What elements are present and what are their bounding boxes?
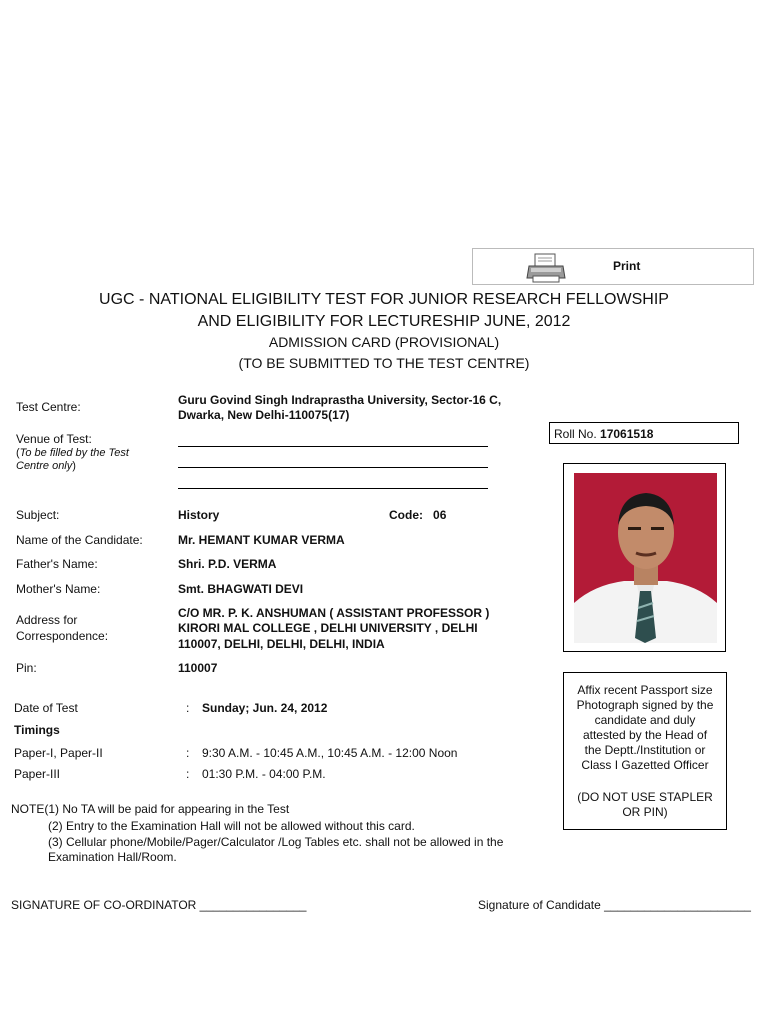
test-centre-label: Test Centre: [16,400,81,414]
paper3-colon: : [186,767,190,781]
venue-line-1 [178,446,488,447]
page-title-line1: UGC - NATIONAL ELIGIBILITY TEST FOR JUNIOR RESEARCH FELLOWSHIP [99,291,669,308]
print-label: Print [613,259,641,273]
submission-note-heading: (TO BE SUBMITTED TO THE TEST CENTRE) [238,355,530,371]
affix-line: OR PIN) [622,805,668,819]
subject-code: Code: 06 [389,508,447,522]
candidate-photo [574,473,717,643]
candidate-signature: Signature of Candidate ______________________ [478,898,751,912]
timings-label: Timings [14,723,60,737]
affix-line: Class I Gazetted Officer [581,758,709,772]
address-value-line1: C/O MR. P. K. ANSHUMAN ( ASSISTANT PROFESSOR ) [178,606,490,620]
coordinator-signature: SIGNATURE OF CO-ORDINATOR ________________ [11,898,307,912]
test-centre-value-line1: Guru Govind Singh Indraprastha University, Sector-16 C, [178,393,502,407]
address-value-line3: 110007, DELHI, DELHI, DELHI, INDIA [178,637,385,651]
address-label-line2: Correspondence: [16,629,109,643]
affix-line: (DO NOT USE STAPLER [577,790,713,804]
date-colon: : [186,701,190,715]
father-name-value: Shri. P.D. VERMA [178,557,277,571]
note-3-continued: Examination Hall/Room. [48,850,177,864]
mother-name-value: Smt. BHAGWATI DEVI [178,582,304,596]
note-1: NOTE(1) No TA will be paid for appearing in the Test [11,802,290,816]
subject-label: Subject: [16,508,60,522]
photo-frame [563,463,726,652]
address-value-line2: KIRORI MAL COLLEGE , DELHI UNIVERSITY , DELHI [178,621,478,635]
affix-line: the Deptt./Institution or [584,743,706,757]
date-of-test-label: Date of Test [14,701,78,715]
admission-card-heading: ADMISSION CARD (PROVISIONAL) [268,334,500,350]
affix-line: attested by the Head of [582,728,708,742]
pin-label: Pin: [16,661,37,675]
paper1-label: Paper-I, Paper-II [14,746,103,760]
affix-line: candidate and duly [594,713,696,727]
paper1-timing: 9:30 A.M. - 10:45 A.M., 10:45 A.M. - 12:00 Noon [202,746,458,760]
roll-number-label: Roll No. [554,427,597,441]
venue-note-line1: (To be filled by the Test [16,447,129,459]
candidate-name-value: Mr. HEMANT KUMAR VERMA [178,533,345,547]
father-name-label: Father's Name: [16,557,98,571]
print-button[interactable] [472,248,754,285]
date-of-test-value: Sunday; Jun. 24, 2012 [202,701,328,715]
note-2: (2) Entry to the Examination Hall will not be allowed without this card. [48,819,415,833]
roll-number-value: 17061518 [600,427,654,441]
affix-line: Photograph signed by the [576,698,714,712]
note-3: (3) Cellular phone/Mobile/Pager/Calculator /Log Tables etc. shall not be allowed in the [48,835,504,849]
pin-value: 110007 [178,661,218,675]
venue-line-2 [178,467,488,468]
affix-line: Affix recent Passport size [577,683,713,697]
affix-photo-instructions [563,672,727,830]
printer-icon [525,252,567,284]
subject-value: History [178,508,220,522]
address-label-line1: Address for [16,613,78,627]
mother-name-label: Mother's Name: [16,582,101,596]
venue-label: Venue of Test: [16,432,92,446]
roll-number-box [549,422,739,444]
paper1-colon: : [186,746,190,760]
candidate-name-label: Name of the Candidate: [16,533,143,547]
page-title-line2: AND ELIGIBILITY FOR LECTURESHIP JUNE, 2012 [197,313,571,330]
venue-note-line2: Centre only) [16,460,76,472]
venue-line-3 [178,488,488,489]
paper3-timing: 01:30 P.M. - 04:00 P.M. [202,767,326,781]
test-centre-value-line2: Dwarka, New Delhi-110075(17) [178,408,350,422]
paper3-label: Paper-III [14,767,61,781]
